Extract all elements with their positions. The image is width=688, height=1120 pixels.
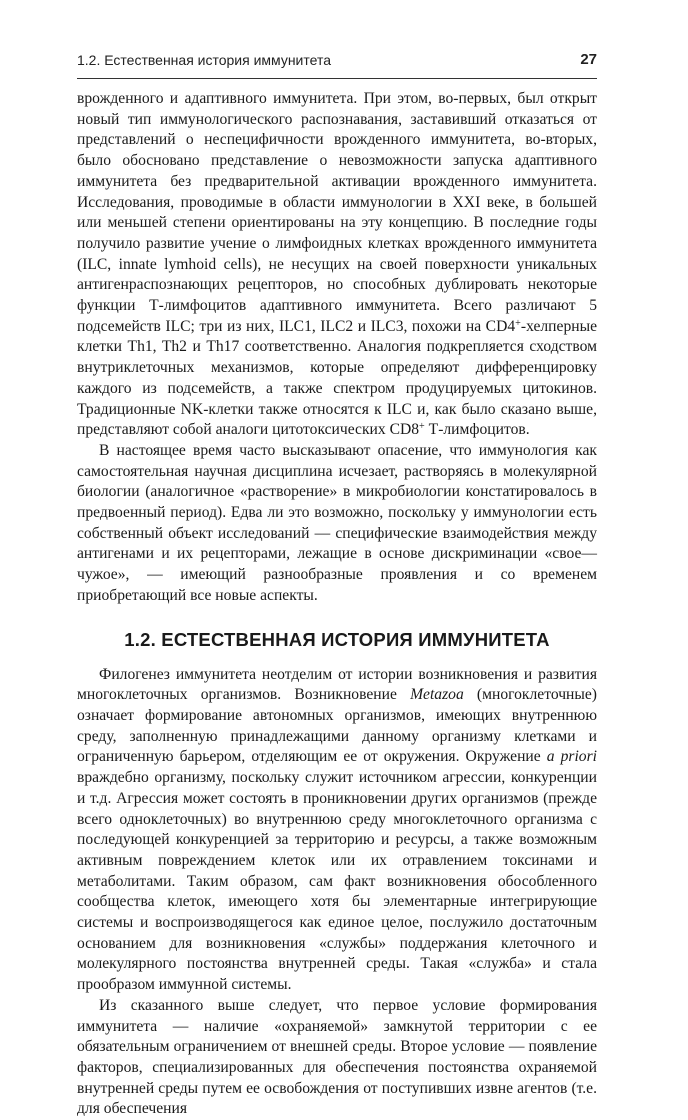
paragraph-1 <box>77 89 597 441</box>
running-header-section-title: 1.2. Естественная история иммунитета <box>77 52 331 68</box>
italic-term-a-priori: a priori <box>546 748 598 766</box>
section-heading: 1.2. ЕСТЕСТВЕННАЯ ИСТОРИЯ ИММУНИТЕТА <box>124 628 550 650</box>
paragraph-4: Из сказанного выше следует, что первое условие формирования иммунитета — наличие «охраняемой» замкнутой территории с ее обязательным ограничением от внешней среды. Второе условие — появление факторов, специализированных для обеспечения постоянства охраняемой внутренней среды путем ее освобождения от поступивших извне агентов (т.е. для обеспечения <box>77 996 597 1118</box>
superscript-plus: + <box>419 421 425 433</box>
paragraph-3 <box>77 665 597 996</box>
body-text <box>77 89 597 1120</box>
page-number: 27 <box>580 51 597 68</box>
paragraph-1-part-a: врожденного и адаптивного иммунитета. При этом, во-первых, был открыт новый тип иммунологического распознавания, заставивший отказаться от представлений о неспецифичности врожденного иммунитета, во-вторых, было обосновано представление о невозможности запуска адаптивного иммунитета без предварительной активации врожденного иммунитета. Исследования, проводимые в области иммунологии в XXI веке, в большей или меньшей степени ориентированы на эту концепцию. В последние годы получило развитие учение о лимфоидных клетках врожденного иммунитета (ILC, innate lymhoid cells), не несущих на своей поверхности уникальных антигенраспознающих рецепторов, но способных дублировать некоторые функции Т-лимфоцитов адаптивного иммунитета. Всего различают 5 подсемейств ILC; три из них, ILC1, ILC2 и ILC3, похожи на CD4 <box>77 90 597 335</box>
paragraph-2: В настоящее время часто высказывают опасение, что иммунология как самостоятельная научная дисциплина исчезает, растворяясь в молекулярной биологии (аналогичное «растворение» в микробиологии констатировалось в предвоенный период). Едва ли это возможно, поскольку у иммунологии есть собственный объект исследований — специфические взаимодействия между антигенами и их рецепторами, лежащие в основе дискриминации «свое—чужое», — имеющий разнообразные проявления и со временем приобретающий все новые аспекты. <box>77 441 597 604</box>
paragraph-3-part-b: (многоклеточные) означает формирование автономных организмов, имеющих внутреннюю среду, заполненную принадлежащими данному организму клетками и ограниченную барьером, отделяющим ее от окружения. Окружение <box>77 686 597 766</box>
paragraph-1-part-b: -хелперные клетки Th1, Th2 и Th17 соответственно. Аналогия подкрепляется сходством внутриклеточных механизмов, которые определяют дифференцировку каждого из подсемейств, а также спектром продуцируемых цитокинов. Традиционные NK-клетки также относятся к ILC и, как было сказано выше, представляют собой аналоги цитотоксических CD8 <box>77 317 597 439</box>
paragraph-3-part-c: враждебно организму, поскольку служит источником агрессии, конкуренции и т.д. Агрессия может состоять в проникновении других организмов (прежде всего одноклеточных) во внутреннюю среду многоклеточного организма с последующей конкуренцией за территорию и ресурсы, а также возможным активным повреждением клеток или их отравлением токсинами и метаболитами. Таким образом, сам факт возникновения обособленного сообщества клеток, имеющего хотя бы элементарные интегрирующие системы и воспроизводящегося как единое целое, послужило достаточным основанием для возникновения «службы» поддержания клеточного и молекулярного постоянства внутренней среды. Такая «служба» и стала прообразом иммунной системы. <box>77 769 597 994</box>
paragraph-3-part-a: Филогенез иммунитета неотделим от истории возникновения и развития многоклеточных организмов. Возникновение <box>77 665 597 704</box>
running-header <box>77 52 597 74</box>
italic-term-metazoa: Metazoa <box>410 686 464 704</box>
header-divider <box>77 78 597 79</box>
paragraph-1-part-c: Т-лимфоцитов. <box>424 421 530 439</box>
superscript-plus: + <box>515 317 521 329</box>
